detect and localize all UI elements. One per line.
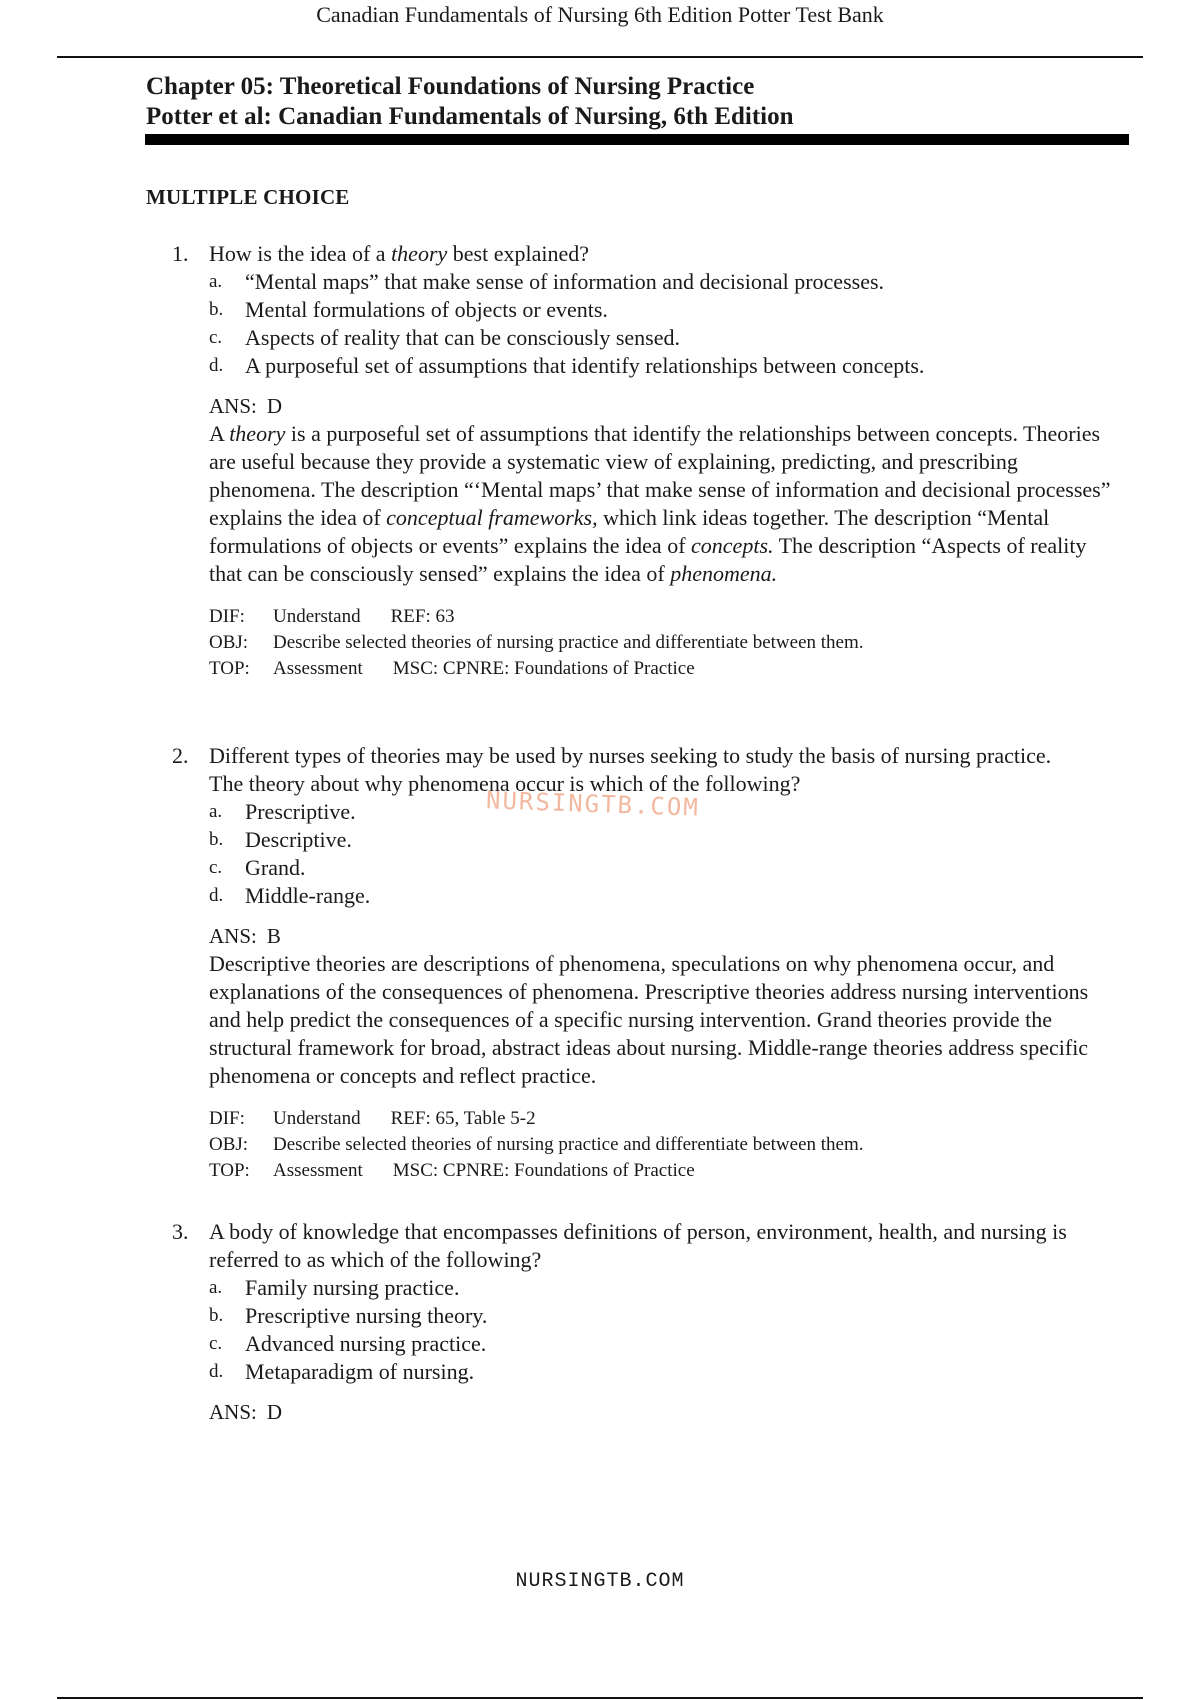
option-d: d. Middle-range. <box>209 883 371 908</box>
question-metadata: DIF: Understand REF: 63 OBJ: Describe selected theories of nursing practice and differentiate between them. TOP: Assessment MSC: CPNRE: Foundations of Practice <box>209 606 864 679</box>
reference: 65, Table 5-2 <box>435 1108 536 1129</box>
option-c: c. Advanced nursing practice. <box>209 1331 487 1356</box>
answer: ANS: B <box>209 924 281 948</box>
question-1 <box>0 240 1200 682</box>
section-title: MULTIPLE CHOICE <box>146 185 350 209</box>
question-stem: 2. Different types of theories may be used by nurses seeking to study the basis of nursing practice. The theory about why phenomena occur is which of the following? <box>172 743 1052 796</box>
rationale: A theory is a purposeful set of assumptions that identify the relationships between concepts. Theories are useful because they provide a systematic view of explaining, predicting, and prescribing phenomena. The description “‘Mental maps’ that make sense of information and decisional processes” explains the idea of conceptual frameworks, which link ideas together. The description “Mental formulations of objects or events” explains the idea of concepts. The description “Aspects of reality that can be consciously sensed” explains the idea of phenomena. <box>209 421 1111 586</box>
question-3 <box>0 1218 1200 1426</box>
answer: ANS: D <box>209 1400 283 1424</box>
question-stem: 1. How is the idea of a theory best explained? <box>172 241 589 266</box>
option-b: b. Mental formulations of objects or events. <box>209 297 608 322</box>
msc: CPNRE: Foundations of Practice <box>442 658 695 679</box>
reference: 63 <box>435 606 455 627</box>
option-list <box>0 268 1200 380</box>
answer: ANS: D <box>209 394 283 418</box>
top-rule <box>57 56 1143 58</box>
option-b: b. Prescriptive nursing theory. <box>209 1303 488 1328</box>
difficulty: Understand <box>273 1108 361 1129</box>
option-c: c. Grand. <box>209 855 306 880</box>
option-c: c. Aspects of reality that can be consciously sensed. <box>209 325 680 350</box>
running-head: Canadian Fundamentals of Nursing 6th Edition Potter Test Bank <box>316 2 884 27</box>
option-b: b. Descriptive. <box>209 827 352 852</box>
rationale: Descriptive theories are descriptions of phenomena, speculations on why phenomena occur, and explanations of the consequences of phenomena. Prescriptive theories address nursing interventions and help predict the consequences of a specific nursing intervention. Grand theories provide the structural framework for broad, abstract ideas about nursing. Middle-range theories address specific phenomena or concepts and reflect practice. <box>209 951 1089 1088</box>
msc: CPNRE: Foundations of Practice <box>442 1160 695 1181</box>
emphasis: theory <box>391 241 448 266</box>
question-number: 3. <box>172 1219 189 1244</box>
option-list <box>0 1274 1200 1386</box>
objective: Describe selected theories of nursing practice and differentiate between them. <box>273 1134 864 1155</box>
footer-watermark: NURSINGTB.COM <box>515 1570 685 1593</box>
question-number: 2. <box>172 743 189 768</box>
book-title: Potter et al: Canadian Fundamentals of Nursing, 6th Edition <box>146 103 794 130</box>
topic: Assessment <box>273 658 363 679</box>
heading-rule <box>145 134 1129 145</box>
chapter-title: Chapter 05: Theoretical Foundations of Nursing Practice <box>146 73 755 100</box>
option-a: a. Family nursing practice. <box>209 1275 460 1300</box>
option-d: d. A purposeful set of assumptions that identify relationships between concepts. <box>209 353 925 378</box>
option-a: a. “Mental maps” that make sense of information and decisional processes. <box>209 269 885 294</box>
question-stem: 3. A body of knowledge that encompasses definitions of person, environment, health, and nursing is referred to as which of the following? <box>172 1219 1067 1272</box>
option-d: d. Metaparadigm of nursing. <box>209 1359 475 1384</box>
bottom-rule <box>57 1697 1143 1699</box>
option-a: a. Prescriptive. <box>209 799 356 824</box>
chapter-heading <box>146 72 794 132</box>
objective: Describe selected theories of nursing practice and differentiate between them. <box>273 632 864 653</box>
difficulty: Understand <box>273 606 361 627</box>
watermark-inline: NURSINGTB.COM <box>485 786 701 822</box>
question-number: 1. <box>172 241 189 266</box>
topic: Assessment <box>273 1160 363 1181</box>
question-metadata: DIF: Understand REF: 65, Table 5-2 OBJ: Describe selected theories of nursing practice and differentiate between them. TOP: Assessment MSC: CPNRE: Foundations of Practice <box>209 1108 864 1181</box>
